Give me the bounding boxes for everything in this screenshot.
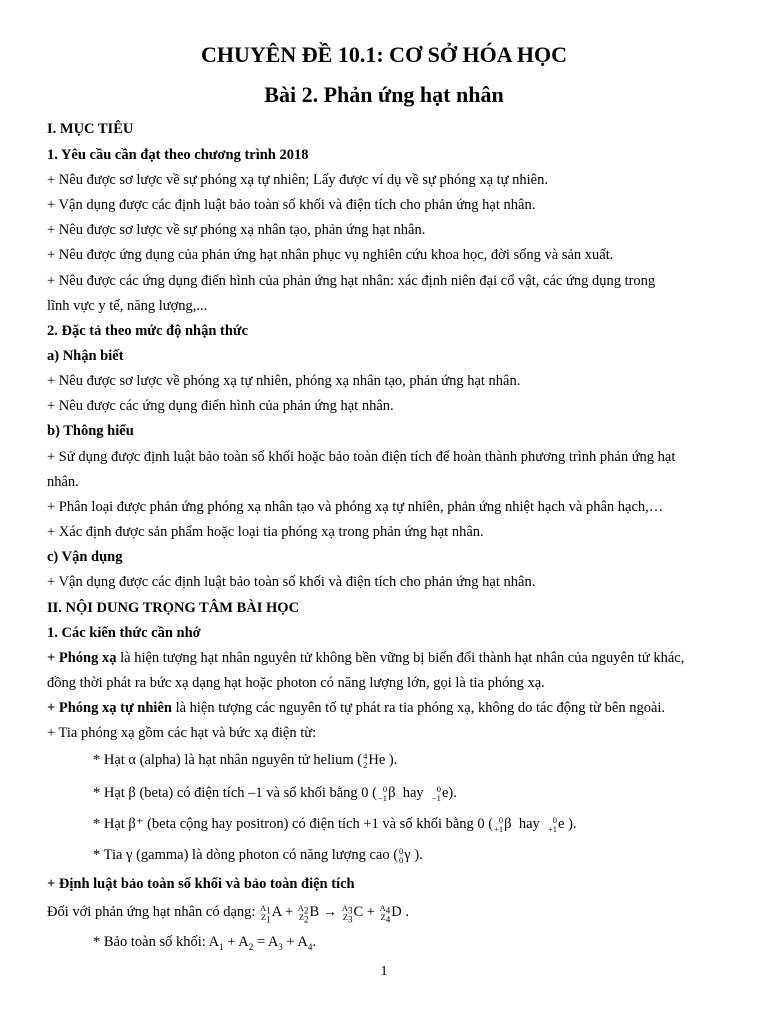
- term-bold: + Phóng xạ tự nhiên: [47, 700, 172, 716]
- definition-line: đồng thời phát ra bức xạ dạng hạt hoặc photon có năng lượng lớn, gọi là tia phóng xạ.: [47, 675, 545, 691]
- objective-line: nhân.: [47, 474, 79, 490]
- gamma-line: * Tia γ (gamma) là dòng photon có năng lượng cao ( 0 0 γ ).: [93, 845, 423, 865]
- nuclide-notation: 0 +1: [548, 814, 558, 834]
- objective-line: + Nêu được các ứng dụng điển hình của phản ứng hạt nhân: xác định niên đại cổ vật, các ứng dụng trong: [47, 273, 656, 289]
- mass-conservation-line: * Bảo toàn số khối: $A_1 + A_2 = A_3 + A_4$.: [93, 934, 317, 952]
- subsection-heading-2-1: 1. Các kiến thức cần nhớ: [47, 625, 201, 641]
- definition-line: + Tia phóng xạ gồm các hạt và bức xạ điện từ:: [47, 725, 317, 741]
- alpha-line: * Hạt α (alpha) là hạt nhân nguyên tử helium ( 4 2 He ).: [93, 750, 398, 770]
- definition-line: [47, 699, 665, 717]
- objective-line: + Sử dụng được định luật bảo toàn số khối hoặc bảo toàn điện tích để hoàn thành phương trình phản ứng hạt: [47, 449, 676, 465]
- definition-text: là hiện tượng các nguyên tố tự phát ra tia phóng xạ, không do tác động từ bên ngoài.: [171, 700, 666, 716]
- nuclide-notation: 0 0: [399, 845, 404, 865]
- objective-line: + Nêu được ứng dụng của phản ứng hạt nhân phục vụ nghiên cứu khoa học, đời sống và sản xuất.: [47, 247, 614, 263]
- level-heading-b: b) Thông hiểu: [47, 423, 134, 439]
- level-heading-c: c) Vận dụng: [47, 549, 123, 565]
- objective-line: + Nêu được sơ lược về sự phóng xạ nhân tạo, phản ứng hạt nhân.: [47, 222, 426, 238]
- objective-line: + Nêu được sơ lược về phóng xạ tự nhiên, phóng xạ nhân tạo, phản ứng hạt nhân.: [47, 373, 521, 389]
- objective-line: + Nêu được các ứng dụng điển hình của phản ứng hạt nhân.: [47, 398, 394, 414]
- lesson-title: Bài 2. Phản ứng hạt nhân: [264, 82, 504, 107]
- objective-line: + Vận dụng được các định luật bảo toàn số khối và điện tích cho phản ứng hạt nhân.: [47, 574, 536, 590]
- page-number: 1: [380, 964, 388, 979]
- term-bold: + Phóng xạ: [47, 650, 117, 666]
- objective-line: + Nêu được sơ lược về sự phóng xạ tự nhiên; Lấy được ví dụ về sự phóng xạ tự nhiên.: [47, 172, 548, 188]
- nuclide-notation: 4 2: [363, 750, 368, 770]
- objective-line: + Xác định được sản phẩm hoặc loại tia phóng xạ trong phản ứng hạt nhân.: [47, 524, 484, 540]
- subsection-heading-1-2: 2. Đặc tả theo mức độ nhận thức: [47, 323, 249, 339]
- definition-line: [47, 649, 684, 667]
- section-heading-1: I. MỤC TIÊU: [47, 121, 134, 137]
- level-heading-a: a) Nhận biết: [47, 348, 124, 364]
- reaction-form-line: Đối với phản ứng hạt nhân có dạng: $A_1$ $Z_1$ A + $A_2$ $Z_2$ B → $A_3$ $Z_3$ C + $A_4$ $Z_4$ D .: [47, 902, 409, 925]
- nuclide-notation: 0 +1: [494, 814, 504, 834]
- definition-text: là hiện tượng hạt nhân nguyên tử không bền vững bị biến đổi thành hạt nhân của nguyên tử khác,: [116, 650, 685, 666]
- beta-line: * Hạt β (beta) có điện tích –1 và số khối bằng 0 ( 0 −1 β hay 0 −1 e).: [93, 783, 457, 803]
- subsection-heading-1-1: 1. Yêu cầu cần đạt theo chương trình 2018: [47, 147, 309, 163]
- nuclide-notation: 0 −1: [378, 783, 388, 803]
- positron-line: * Hạt β⁺ (beta cộng hay positron) có điện tích +1 và số khối bằng 0 ( 0 +1 β hay 0 +1 e ).: [93, 814, 577, 834]
- objective-line: + Vận dụng được các định luật bảo toàn số khối và điện tích cho phản ứng hạt nhân.: [47, 197, 536, 213]
- objective-line: + Phân loại được phản ứng phóng xạ nhân tạo và phóng xạ tự nhiên, phản ứng nhiệt hạch và phân hạch,…: [47, 499, 664, 515]
- objective-line: lĩnh vực y tế, năng lượng,...: [47, 298, 208, 314]
- page-title: CHUYÊN ĐỀ 10.1: CƠ SỞ HÓA HỌC: [200, 42, 568, 67]
- law-heading: + Định luật bảo toàn số khối và bảo toàn điện tích: [47, 876, 355, 892]
- section-heading-2: II. NỘI DUNG TRỌNG TÂM BÀI HỌC: [47, 600, 300, 616]
- nuclide-notation: 0 −1: [431, 783, 441, 803]
